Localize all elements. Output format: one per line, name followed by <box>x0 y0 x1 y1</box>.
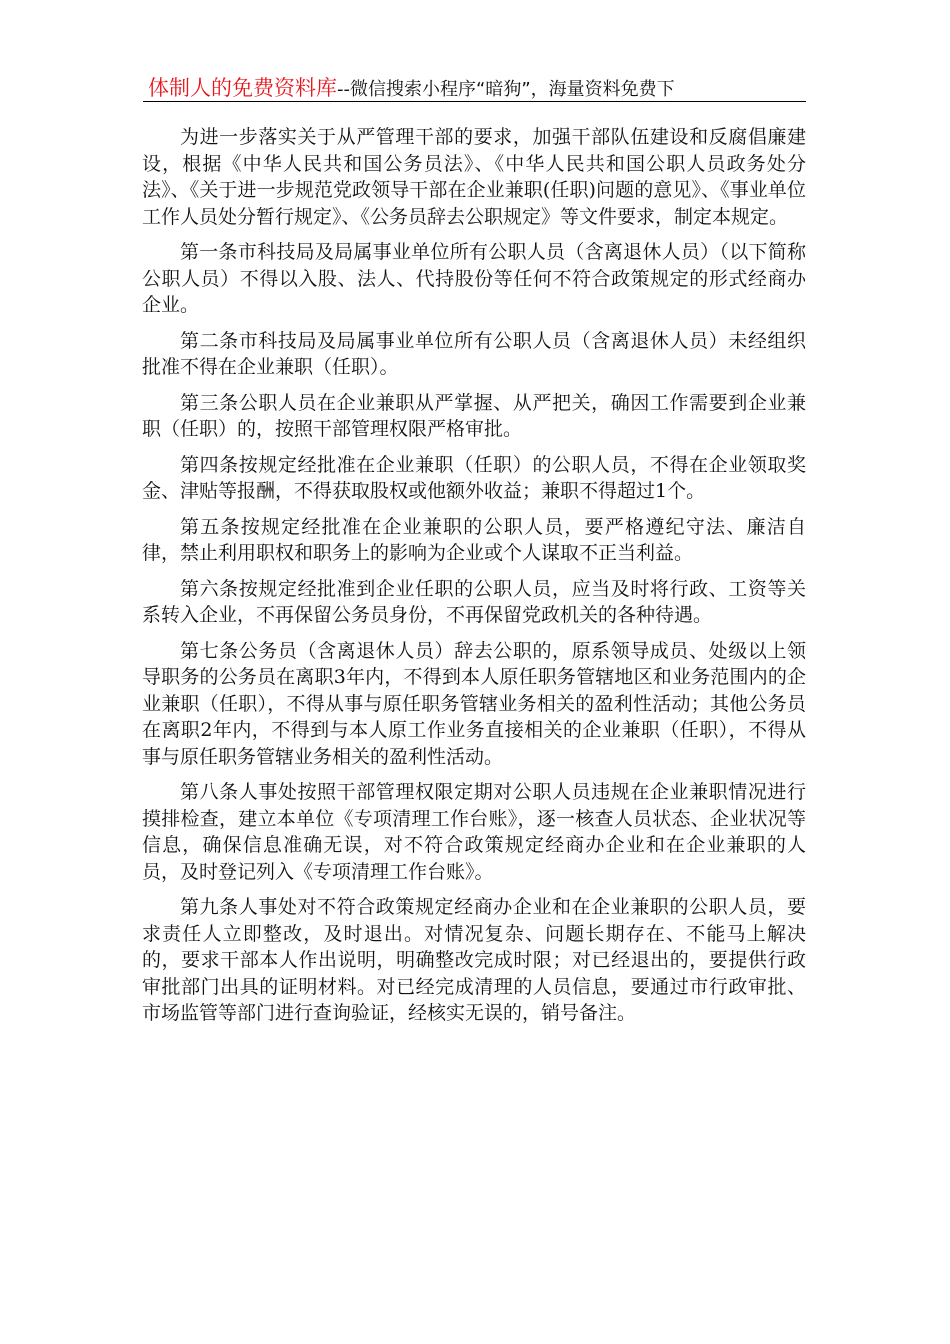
article-3-paragraph: 第三条公职人员在企业兼职从严掌握、从严把关，确因工作需要到企业兼职（任职）的，按照干部管理权限严格审批。 <box>142 391 806 440</box>
article-1-paragraph: 第一条市科技局及局属事业单位所有公职人员（含离退休人员）（以下简称公职人员）不得以入股、法人、代持股份等任何不符合政策规定的形式经商办企业。 <box>142 241 806 316</box>
intro-paragraph: 为进一步落实关于从严管理干部的要求，加强干部队伍建设和反腐倡廉建设，根据《中华人民共和国公务员法》、《中华人民共和国公职人员政务处分法》、《关于进一步规范党政领导干部在企业兼职(任职)问题的意见》、《事业单位工作人员处分暂行规定》、《公务员辞去公职规定》等文件要求，制定本规定。 <box>142 126 806 228</box>
document-body <box>142 124 806 1036</box>
article-6-paragraph: 第六条按规定经批准到企业任职的公职人员，应当及时将行政、工资等关系转入企业，不再保留公务员身份，不再保留党政机关的各种待遇。 <box>142 577 806 626</box>
header-subtitle: --微信搜索小程序“暗狗”，海量资料免费下 <box>337 79 675 100</box>
article-8-paragraph: 第八条人事处按照干部管理权限定期对公职人员违规在企业兼职情况进行摸排检查，建立本单位《专项清理工作台账》，逐一核查人员状态、企业状况等信息，确保信息准确无误，对不符合政策规定经商办企业和在企业兼职的人员，及时登记列入《专项清理工作台账》。 <box>142 781 806 883</box>
article-2-paragraph: 第二条市科技局及局属事业单位所有公职人员（含离退休人员）未经组织批准不得在企业兼职（任职）。 <box>142 329 806 378</box>
article-9-paragraph: 第九条人事处对不符合政策规定经商办企业和在企业兼职的公职人员，要求责任人立即整改，及时退出。对情况复杂、问题长期存在、不能马上解决的，要求干部本人作出说明，明确整改完成时限；对已经退出的，要提供行政审批部门出具的证明材料。对已经完成清理的人员信息，要通过市行政审批、市场监管等部门进行查询验证，经核实无误的，销号备注。 <box>142 896 806 1024</box>
article-7-paragraph: 第七条公务员（含离退休人员）辞去公职的，原系领导成员、处级以上领导职务的公务员在离职3年内，不得到本人原任职务管辖地区和业务范围内的企业兼职（任职），不得从事与原任职务管辖业务相关的盈利性活动；其他公务员在离职2年内，不得到与本人原工作业务直接相关的企业兼职（任职），不得从事与原任职务管辖业务相关的盈利性活动。 <box>142 639 806 768</box>
page-header <box>148 72 805 102</box>
header-brand: 体制人的免费资料库 <box>148 76 337 100</box>
article-5-paragraph: 第五条按规定经批准在企业兼职的公职人员，要严格遵纪守法、廉洁自律，禁止利用职权和职务上的影响为企业或个人谋取不正当利益。 <box>142 515 806 564</box>
article-4-paragraph: 第四条按规定经批准在企业兼职（任职）的公职人员，不得在企业领取奖金、津贴等报酬，不得获取股权或他额外收益；兼职不得超过1个。 <box>142 453 806 502</box>
header-divider <box>143 101 806 102</box>
